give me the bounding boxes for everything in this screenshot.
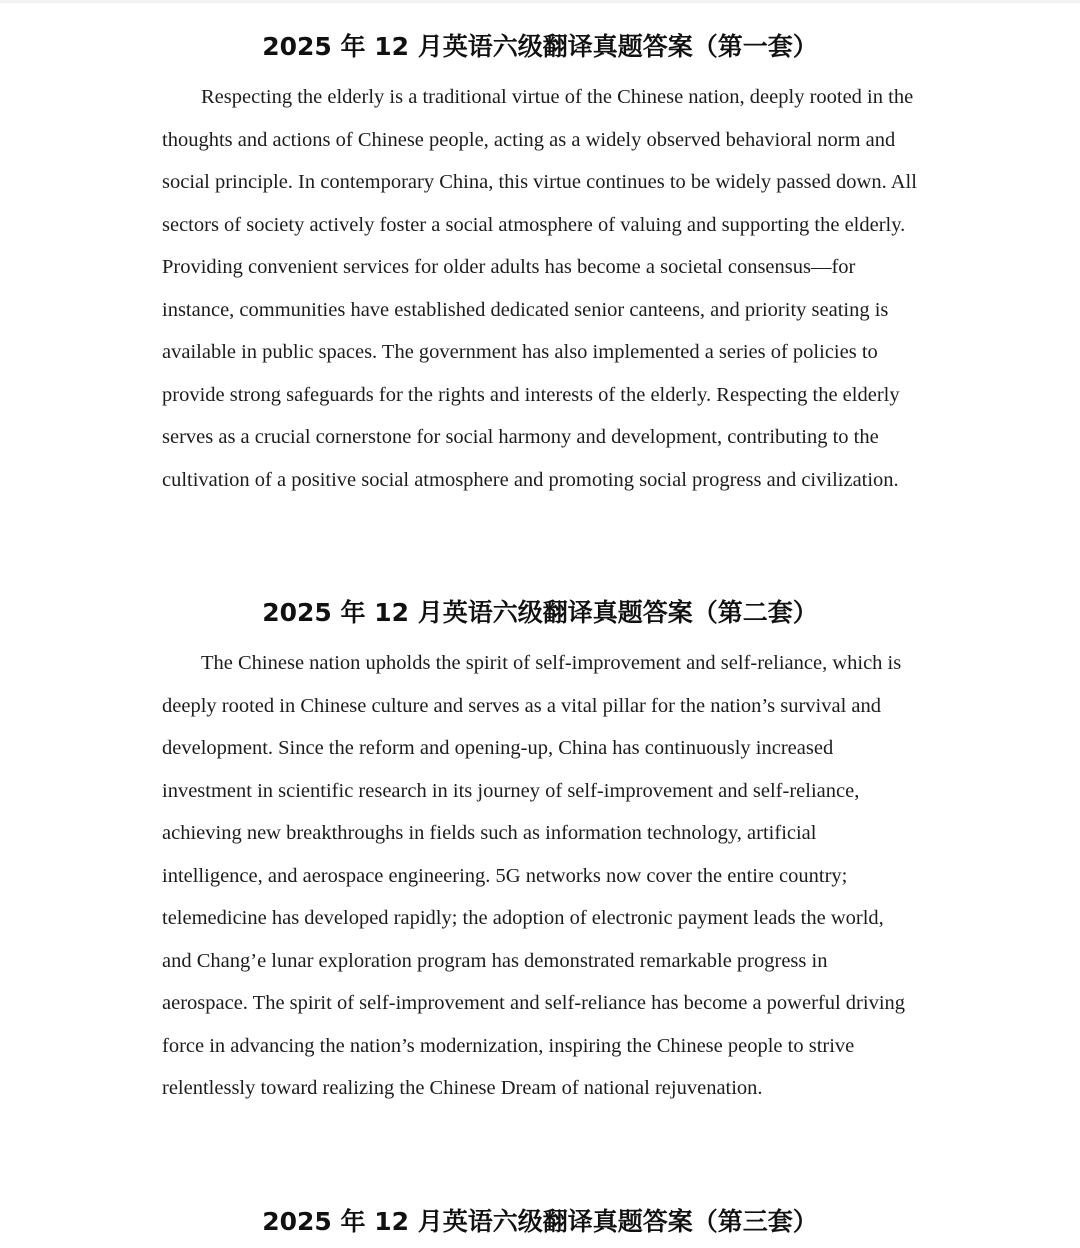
section-3-title: 2025 年 12 月英语六级翻译真题答案（第三套） (262, 1207, 818, 1236)
section-1-title: 2025 年 12 月英语六级翻译真题答案（第一套） (262, 32, 818, 61)
section-2-title: 2025 年 12 月英语六级翻译真题答案（第二套） (262, 598, 818, 627)
section-2-paragraph: The Chinese nation upholds the spirit of self-improvement and self-reliance, which is deeply rooted in Chinese culture and serves as a vital pillar for the nation’s survival and development. Since the reform and opening-up, China has continuously increased investment in scientific research in its journey of self-improvement and self-reliance, achieving new breakthroughs in fields such as information technology, artificial intelligence, and aerospace engineering. 5G networks now cover the entire country; telemedicine has developed rapidly; the adoption of electronic payment leads the world, and Chang’e lunar exploration program has demonstrated remarkable progress in aerospace. The spirit of self-improvement and self-reliance has become a powerful driving force in advancing the nation’s modernization, inspiring the Chinese people to strive relentlessly toward realizing the Chinese Dream of national rejuvenation. (162, 652, 906, 1099)
section-1-paragraph: Respecting the elderly is a traditional virtue of the Chinese nation, deeply rooted in the thoughts and actions of Chinese people, acting as a widely observed behavioral norm and social principle. In contemporary China, this virtue continues to be widely passed down. All sectors of society actively foster a social atmosphere of valuing and supporting the elderly. Providing convenient services for older adults has become a societal consensus—for instance, communities have established dedicated senior canteens, and priority seating is available in public spaces. The government has also implemented a series of policies to provide strong safeguards for the rights and interests of the elderly. Respecting the elderly serves as a crucial cornerstone for social harmony and development, contributing to the cultivation of a positive social atmosphere and promoting social progress and civilization. (162, 86, 917, 491)
page-top-edge (0, 0, 1080, 3)
